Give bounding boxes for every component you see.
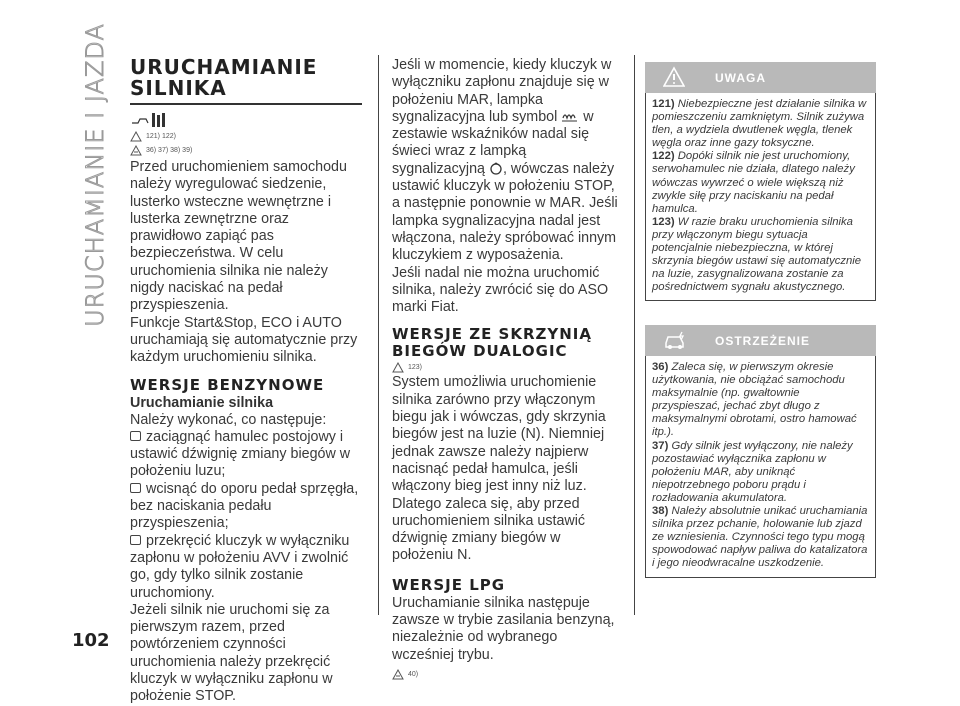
reference-numbers: 36) 37) 38) 39) [146, 146, 193, 154]
paragraph: Jeśli nadal nie można uruchomić silnika, należy zwrócić się do ASO marki Fiat. [392, 264, 609, 316]
chapter-side-title [80, 23, 110, 327]
item-text: Gdy silnik jest wyłączony, nie należy pozostawiać wyłącznika zapłonu w położeniu MAR, aby uniknąć niepotrzebnego poboru prądu i rozładowania akumulatora. [652, 439, 853, 504]
paragraph: Jeżeli silnik nie uruchomi się za pierwszym razem, przed powtórzeniem czynności uruchomienia należy przekręcić kluczyk w wyłączniku zapłonu w położenie STOP. [130, 601, 333, 705]
warning-box [645, 62, 876, 301]
item-number: 38) [652, 505, 669, 518]
caution-item [652, 361, 869, 440]
bullet-icon [130, 535, 141, 545]
caution-box-body [645, 356, 876, 578]
item-text: Niebezpieczne jest działanie silnika w pomieszczeniu zamkniętym. Silnik zużywa tlen, a wydziela dwutlenek węgla, tlenek węgla oraz inne gazy toksyczne. [652, 98, 867, 150]
fuel-icons [130, 111, 362, 129]
list-item-text: wcisnąć do oporu pedał sprzęgła, bez naciskania pedału przyspieszenia; [130, 480, 359, 532]
warning-item [652, 216, 869, 295]
paragraph-text: , wówczas należy ustawić kluczyk w położeniu STOP, a następnie ponownie w MAR. Jeśli lampka sygnalizacyjna nadal jest włączona, należy spróbować innym kluczykiem z wyposażenia. [392, 160, 618, 264]
item-number: 36) [652, 361, 669, 373]
list-item-text: przekręcić kluczyk w wyłączniku zapłonu w położeniu AVV i zwolnić go, gdy tylko silnik zostanie uruchomiony. [130, 532, 350, 601]
warning-item [652, 98, 869, 150]
subsection-title: WERSJE BENZYNOWE [130, 375, 325, 394]
paragraph: Uruchamianie silnika następuje zawsze w trybie zasilania benzyną, niezależnie od wybranego wcześniej trybu. [392, 594, 615, 663]
immobilizer-car-key-icon [489, 162, 503, 175]
section-title [130, 57, 362, 99]
warning-triangle-icon [663, 66, 685, 88]
warning-item [652, 150, 869, 215]
reference-warning [130, 129, 362, 143]
paragraph: Funkcje Start&Stop, ECO i AUTO uruchamiają się automatycznie przy każdym uruchomieniu silnika. [130, 314, 358, 366]
bullet-icon [130, 431, 141, 441]
paragraph: System umożliwia uruchomienie silnika zarówno przy włączonym biegu jak i wówczas, gdy skrzynia biegów jest na luzie (N). Niemniej jednak zawsze należy najpierw nacisnąć pedał hamulca, jeśli włączony bieg jest inny niż luz. Dlatego zaleca się, aby przed uruchomieniem silnika ustawić dźwignię zmiany biegów w położeniu N. [392, 374, 606, 564]
title-rule [130, 103, 362, 105]
reference-numbers: 121) 122) [146, 132, 176, 140]
warning-triangle-icon [392, 362, 404, 373]
caution-triangle-icon [392, 669, 404, 680]
item-text: W razie braku uruchomienia silnika przy włączonym biegu sytuacja potencjalnie niebezpieczna, w której skrzynia biegów ustawi się automatycznie na luzie, zasygnalizowana zostanie za pośrednictwem sygnału akustycznego. [652, 215, 862, 294]
caution-box-header [645, 325, 876, 356]
section-title-line1: URUCHAMIANIE [130, 55, 318, 79]
list-item [130, 533, 362, 602]
column-divider [634, 55, 635, 615]
paragraph: Należy wykonać, co następuje: [130, 411, 327, 428]
engine-fuel-icon [130, 111, 170, 129]
list-item-text: zaciągnąć hamulec postojowy i ustawić dźwignię zmiany biegów w położeniu luzu; [130, 428, 351, 480]
reference-numbers: 40) [408, 671, 419, 679]
reference-caution [392, 668, 620, 682]
item-number: 122) [652, 150, 675, 163]
warning-box-header [645, 62, 876, 93]
reference-caution [130, 143, 362, 157]
item-number: 123) [652, 215, 675, 228]
subsection-title: WERSJE LPG [392, 575, 506, 594]
subheading: Uruchamianie silnika [130, 394, 274, 411]
paragraph-text: w zestawie wskaźników nadal się świeci wraz z lampką sygnalizacyjną [392, 108, 594, 177]
warning-box-body [645, 93, 876, 301]
item-text: Należy absolutnie unikać uruchamiania silnika przez pchanie, holowanie lub zjazd ze wzniesienia. Czynności tego typu mogą spowodować napływ paliwa do katalizatora i jego nieodwracalne uszkodzenie. [652, 505, 868, 570]
item-number: 37) [652, 439, 669, 452]
subsection-title-line2: BIEGÓW DUALOGIC [392, 342, 568, 361]
car-damage-icon [663, 329, 687, 351]
reference-numbers: 123) [408, 363, 423, 371]
page-number: 102 [72, 630, 110, 651]
item-text: Dopóki silnik nie jest uruchomiony, serwohamulec nie działa, dlatego należy wówczas wywrzeć o wiele większą niż zwykle siłę przy naciskaniu na pedał hamulca. [652, 150, 855, 215]
subsection-title [392, 326, 620, 360]
paragraph: Przed uruchomieniem samochodu należy wyregulować siedzenie, lusterko wsteczne wewnętrzne i lusterka zewnętrzne oraz prawidłowo zapiąć pas bezpieczeństwa. W celu uruchomienia silnika nie należy nigdy naciskać na pedał przyspieszenia. [130, 159, 347, 314]
chapter-side-title-text: URUCHAMIANIE I JAZDA [81, 23, 109, 327]
bullet-icon [130, 483, 141, 493]
caution-triangle-icon [130, 145, 142, 156]
caution-item [652, 505, 869, 570]
item-text: Zaleca się, w pierwszym okresie użytkowania, nie obciążać samochodu maksymalnie (np. gwałtownie przyspieszać, jechać zbyt długo z maksymalnymi obrotami, ostro hamować itp.). [652, 361, 857, 439]
warning-triangle-icon [130, 131, 142, 142]
caution-box-title: OSTRZEŻENIE [715, 334, 811, 348]
column-2 [392, 57, 620, 682]
caution-item [652, 440, 869, 505]
item-number: 121) [652, 98, 675, 110]
caution-box [645, 325, 876, 578]
column-divider [378, 55, 379, 615]
warning-box-title: UWAGA [715, 71, 766, 85]
subsection-title-line1: WERSJE ZE SKRZYNIĄ [392, 325, 592, 344]
list-item [130, 429, 362, 481]
list-item [130, 481, 362, 533]
preheat-coil-icon [561, 110, 579, 122]
paragraph-text: Jeśli w momencie, kiedy kluczyk w wyłączniku zapłonu znajduje się w położeniu MAR, lampka sygnalizacyjna lub symbol [392, 57, 612, 125]
reference-warning [392, 360, 620, 374]
paragraph [392, 57, 620, 265]
section-title-line2: SILNIKA [130, 76, 227, 100]
column-1 [130, 57, 362, 706]
